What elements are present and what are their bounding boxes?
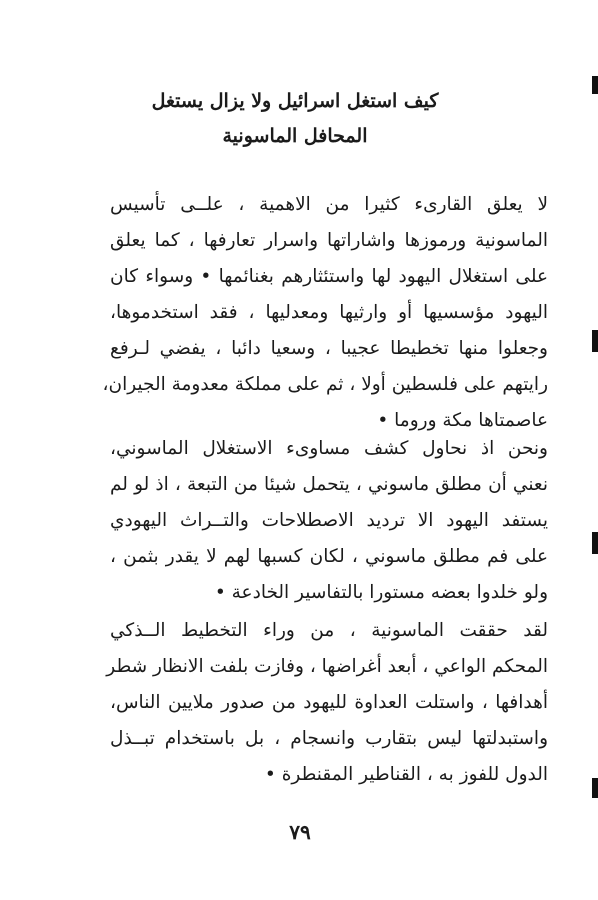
paragraph-line: رايتهم على فلسطين أولا ، ثم على مملكة معدومة الجيران، — [102, 374, 548, 395]
paragraph-line: أهدافها ، واستلت العداوة لليهود من صدور ملايين الناس، — [110, 692, 548, 713]
paragraph-line: ولو خلدوا بعضه مستورا بالتفاسير الخادعة • — [214, 582, 548, 603]
paragraph-line: نعني أن مطلق ماسوني ، يتحمل شيئا من التبعة ، اذ لو لم — [110, 474, 548, 495]
paragraph-line: على فم مطلق ماسوني ، لكان كسبها لهم لا يقدر بثمن ، — [110, 546, 548, 567]
page-number: ٧٩ — [289, 820, 311, 844]
paragraph-line: ونحن اذ نحاول كشف مساوىء الاستغلال الماسوني، — [110, 438, 548, 459]
paragraph-line: لا يعلق القارىء كثيرا من الاهمية ، علــى تأسيس — [110, 194, 548, 215]
paragraph-line: عاصمتاها مكة وروما • — [377, 410, 548, 431]
paragraph-1 — [102, 187, 548, 439]
paragraph-line: على استغلال اليهود لها واستئثارهم بغنائمها • وسواء كان — [110, 266, 548, 287]
scan-edge-mark — [592, 330, 598, 352]
paragraph-line: يستفد اليهود الا ترديد الاصطلاحات والتــراث اليهودي — [110, 510, 548, 531]
paragraph-line: الماسونية ورموزها واشاراتها واسرار تعارفها ، كما يعلق — [110, 230, 548, 251]
chapter-title-line-2: المحافل الماسونية — [222, 125, 368, 147]
paragraph-line: لقد حققت الماسونية ، من وراء التخطيط الــذكي — [110, 620, 548, 641]
paragraph-line: واستبدلتها ليس بتقارب وانسجام ، بل باستخدام تبــذل — [110, 728, 548, 749]
scan-edge-mark — [592, 778, 598, 798]
paragraph-line: الدول للفوز به ، القناطير المقنطرة • — [264, 764, 548, 785]
chapter-title-line-1: كيف استغل اسرائيل ولا يزال يستغل — [151, 90, 439, 112]
scan-edge-mark — [592, 532, 598, 554]
paragraph-3 — [106, 613, 548, 793]
paragraph-line: وجعلوا منها تخطيطا عجيبا ، وسعيا دائبا ، يفضي لـرفع — [110, 338, 548, 359]
paragraph-line: المحكم الواعي ، أبعد أغراضها ، وفازت بلفت الانظار شطر — [106, 656, 548, 677]
paragraph-2 — [110, 431, 548, 611]
paragraph-line: اليهود مؤسسيها أو وارثيها ومعدليها ، فقد استخدموها، — [110, 302, 548, 323]
scan-edge-mark — [592, 76, 598, 94]
